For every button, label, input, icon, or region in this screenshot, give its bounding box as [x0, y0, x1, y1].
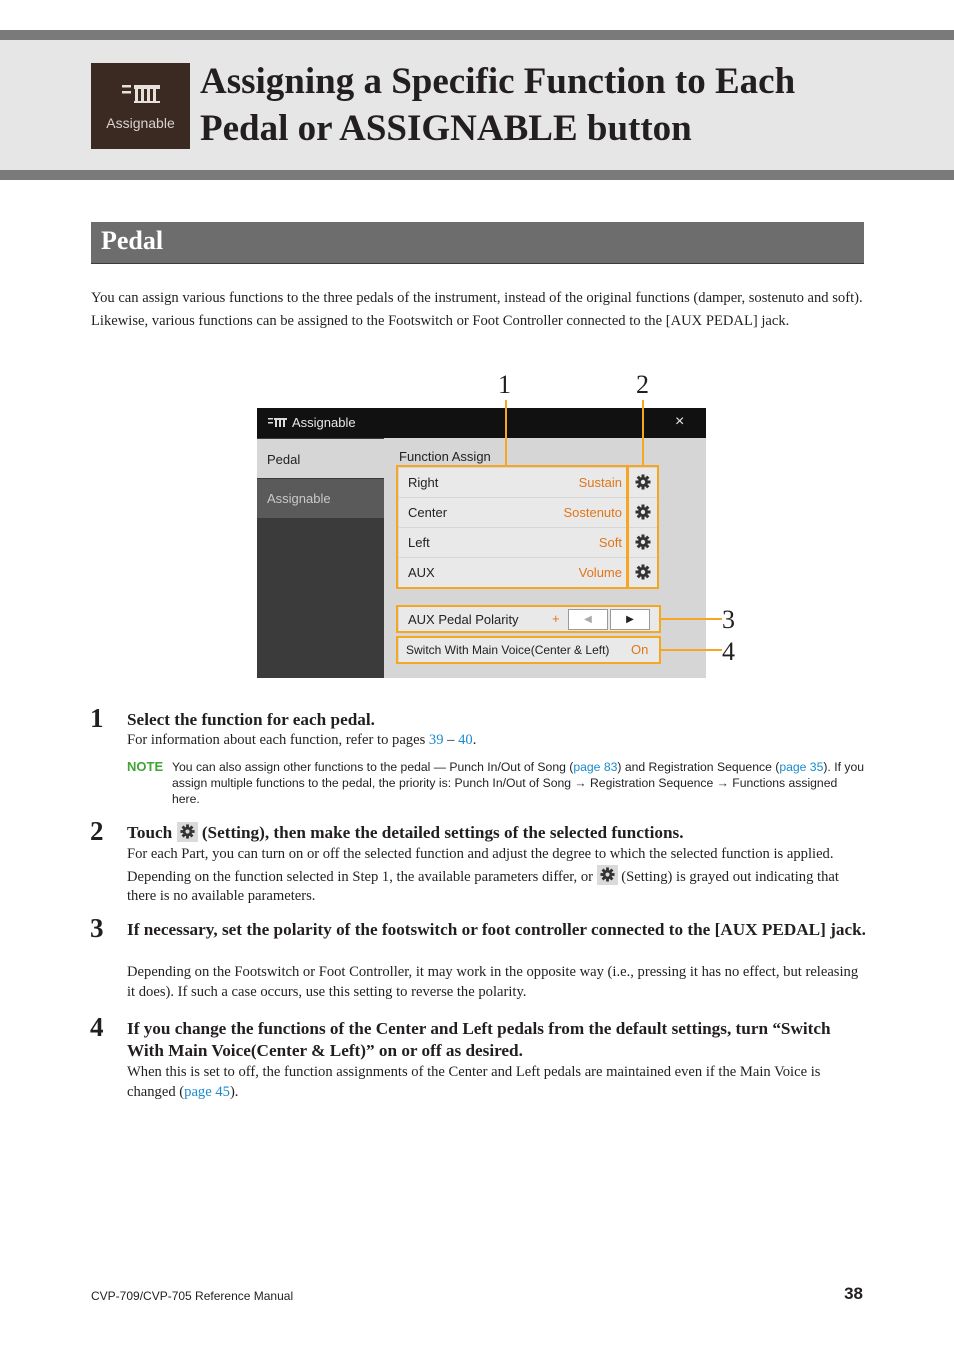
switch-value: On: [631, 642, 649, 657]
step-heading: Select the function for each pedal.: [127, 710, 375, 729]
switch-label: Switch With Main Voice(Center & Left): [406, 643, 610, 657]
screen-titlebar: [257, 408, 706, 438]
step-heading: Touch (Setting), then make the detailed settings of the selected functions.: [127, 823, 684, 842]
step-body: For each Part, you can turn on or off the selected function and adjust the degree to which the selected function is applied. Depending on the function selected in Step 1, the available parameters differ, or (Setting) is grayed out indicating that there is no available parameters.: [127, 846, 839, 904]
row-key: Left: [408, 535, 430, 550]
step-number: 4: [90, 1012, 104, 1042]
note-text: You can also assign other functions to the pedal — Punch In/Out of Song (page 83) and Registration Sequence (page 35). If you assign multiple functions to the pedal, the priority is: Punch In/Out of Song → Registration Sequence → Functions assigned here.: [172, 760, 865, 806]
step-number: 2: [90, 816, 104, 846]
close-icon[interactable]: ×: [675, 413, 685, 430]
header-rule-bottom: [0, 170, 954, 180]
callout-1: 1: [498, 370, 511, 399]
row-value: Sostenuto: [563, 505, 622, 520]
step-number: 1: [90, 703, 104, 733]
callout-2: 2: [636, 370, 649, 399]
assignable-icon: [268, 417, 288, 429]
leader-line-3: [660, 618, 722, 620]
note-tag: NOTE: [127, 759, 164, 774]
row-key: Right: [408, 475, 439, 490]
gear-icon: [597, 865, 618, 885]
page-link[interactable]: page 45: [184, 1083, 230, 1100]
callout-3: 3: [722, 605, 735, 634]
row-key: AUX: [408, 565, 435, 580]
polarity-value: +: [552, 611, 560, 626]
polarity-right-arrow-icon[interactable]: ▶: [610, 609, 650, 630]
row-value: Sustain: [578, 475, 622, 490]
pedal-assign-icon: [91, 63, 190, 149]
title-line-1: Assigning a Specific Function to Each: [200, 61, 796, 102]
section-heading-bar: [91, 222, 864, 264]
screen-title: Assignable: [292, 415, 356, 430]
step-heading: If you change the functions of the Center and Left pedals from the default settings, turn “Switch With Main Voice(Center & Left)” on or off as desired.: [127, 1019, 831, 1060]
callout-outline-3: [396, 605, 661, 633]
callout-outline-1: [396, 465, 628, 589]
keyboard-pedal-glyph: [121, 83, 163, 105]
footer-page-number: 38: [844, 1284, 863, 1303]
section-title: Pedal: [101, 226, 164, 255]
title-line-2: Pedal or ASSIGNABLE button: [200, 108, 692, 149]
callout-outline-4: [396, 636, 661, 664]
intro-paragraph: You can assign various functions to the three pedals of the instrument, instead of the original functions (damper, sostenuto and soft). Likewise, various functions can be assigned to the Footswitch or Foot Controller connected to the [AUX PEDAL] jack.: [91, 290, 863, 329]
callout-outline-2: [627, 465, 659, 589]
step-heading: If necessary, set the polarity of the footswitch or foot controller connected to the [AUX PEDAL] jack.: [127, 920, 866, 939]
page-title: [200, 58, 920, 152]
gear-icon: [177, 822, 198, 842]
tab-pedal[interactable]: Pedal: [257, 439, 384, 478]
page-link[interactable]: 39: [428, 732, 444, 748]
header-rule-top: [0, 30, 954, 40]
row-value: Soft: [598, 535, 622, 550]
step-body: When this is set to off, the function assignments of the Center and Left pedals are maintained even if the Main Voice is changed (page 45).: [127, 1064, 821, 1100]
step-body: Depending on the Footswitch or Foot Controller, it may work in the opposite way (i.e., pressing it has no effect, but releasing it does). If such a case occurs, use this setting to reverse the polarity.: [127, 964, 859, 1000]
polarity-label: AUX Pedal Polarity: [408, 612, 519, 627]
leader-line-4: [660, 649, 722, 651]
row-value: Volume: [578, 565, 622, 580]
leader-line-2: [642, 400, 644, 466]
step-number: 3: [90, 913, 104, 943]
page-link[interactable]: page 83: [573, 760, 618, 774]
footer-manual-name: CVP-709/CVP-705 Reference Manual: [91, 1289, 294, 1303]
leader-line-1: [505, 400, 507, 466]
callout-4: 4: [722, 637, 735, 666]
page-link[interactable]: 40: [458, 732, 473, 748]
function-assign-label: Function Assign: [399, 449, 491, 464]
page-link[interactable]: page 35: [779, 760, 824, 774]
step-body: For information about each function, refer to pages 39 – 40.: [127, 732, 477, 748]
polarity-left-arrow-icon[interactable]: ◀: [568, 609, 608, 630]
icon-label: Assignable: [106, 115, 175, 131]
tab-assignable[interactable]: Assignable: [257, 479, 384, 518]
row-key: Center: [408, 505, 448, 520]
